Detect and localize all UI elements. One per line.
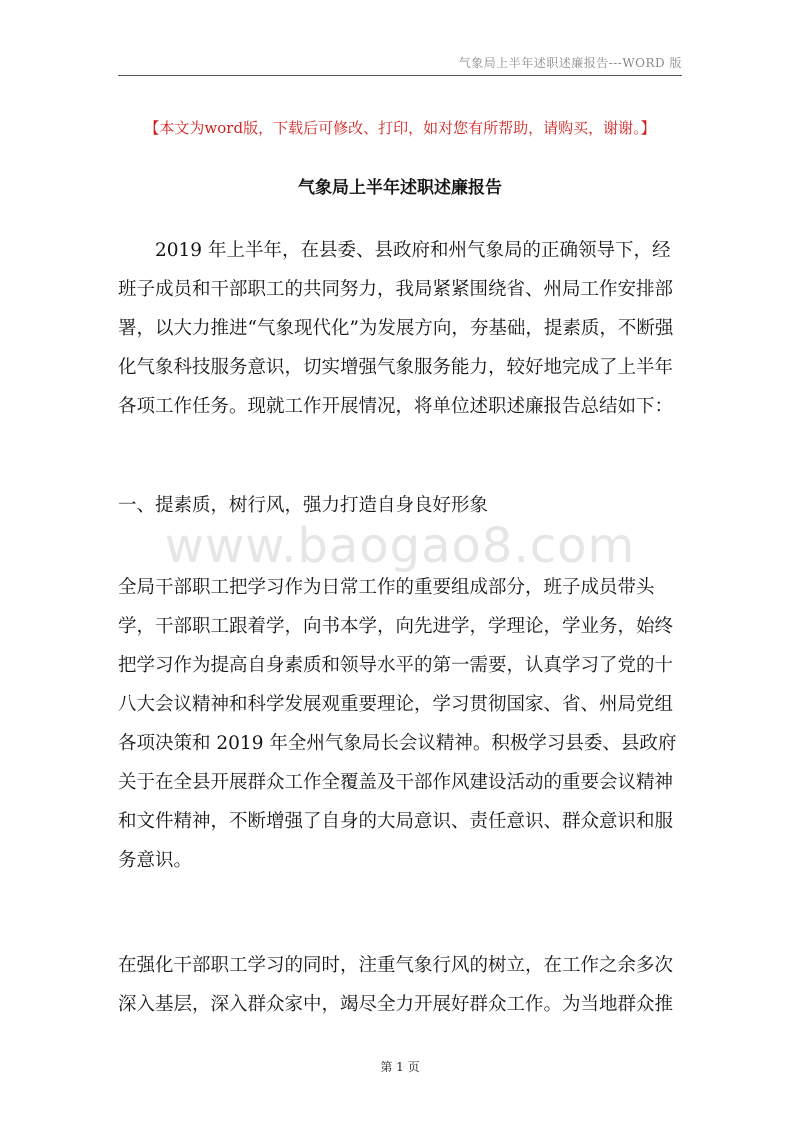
body-paragraph: 全局干部职工把学习作为日常工作的重要组成部分，班子成员带头学，干部职工跟着学，向书本学，向先进学，学理论，学业务，始终把学习作为提高自身素质和领导水平的第一需要，认真学习了党的十八大会议精神和科学发展观重要理论，学习贯彻国家、省、州局党组各项决策和 2019 年全州气象局长会议精神。积极学习县委、县政府关于在全县开展群众工作全覆盖及干部作风建设活动的重要会议精神和文件精神，不断增强了自身的大局意识、责任意识、群众意识和服务意识。 xyxy=(118,577,677,871)
header-divider xyxy=(118,75,682,76)
section-heading: 一、提素质，树行风，强力打造自身良好形象 xyxy=(118,495,489,516)
watermark: www.baogao8.com xyxy=(164,518,636,574)
purchase-notice: 【本文为word版，下载后可修改、打印，如对您有所帮助，请购买，谢谢。】 xyxy=(144,119,656,137)
body-paragraph: 在强化干部职工学习的同时，注重气象行风的树立，在工作之余多次深入基层，深入群众家中，竭尽全力开展好群众工作。为当地群众推 xyxy=(118,955,674,1015)
page-header: 气象局上半年述职述廉报告---WORD 版 xyxy=(458,56,682,70)
document-title: 气象局上半年述职述廉报告 xyxy=(298,178,502,198)
intro-paragraph: 2019 年上半年，在县委、县政府和州气象局的正确领导下，经班子成员和干部职工的共同努力，我局紧紧围绕省、州局工作安排部署，以大力推进“气象现代化”为发展方向，夯基础，提素质，不断强化气象科技服务意识，切实增强气象服务能力，较好地完成了上半年各项工作任务。现就工作开展情况，将单位述职述廉报告总结如下： xyxy=(118,240,674,417)
page-number: 第 1 页 xyxy=(380,1060,420,1074)
